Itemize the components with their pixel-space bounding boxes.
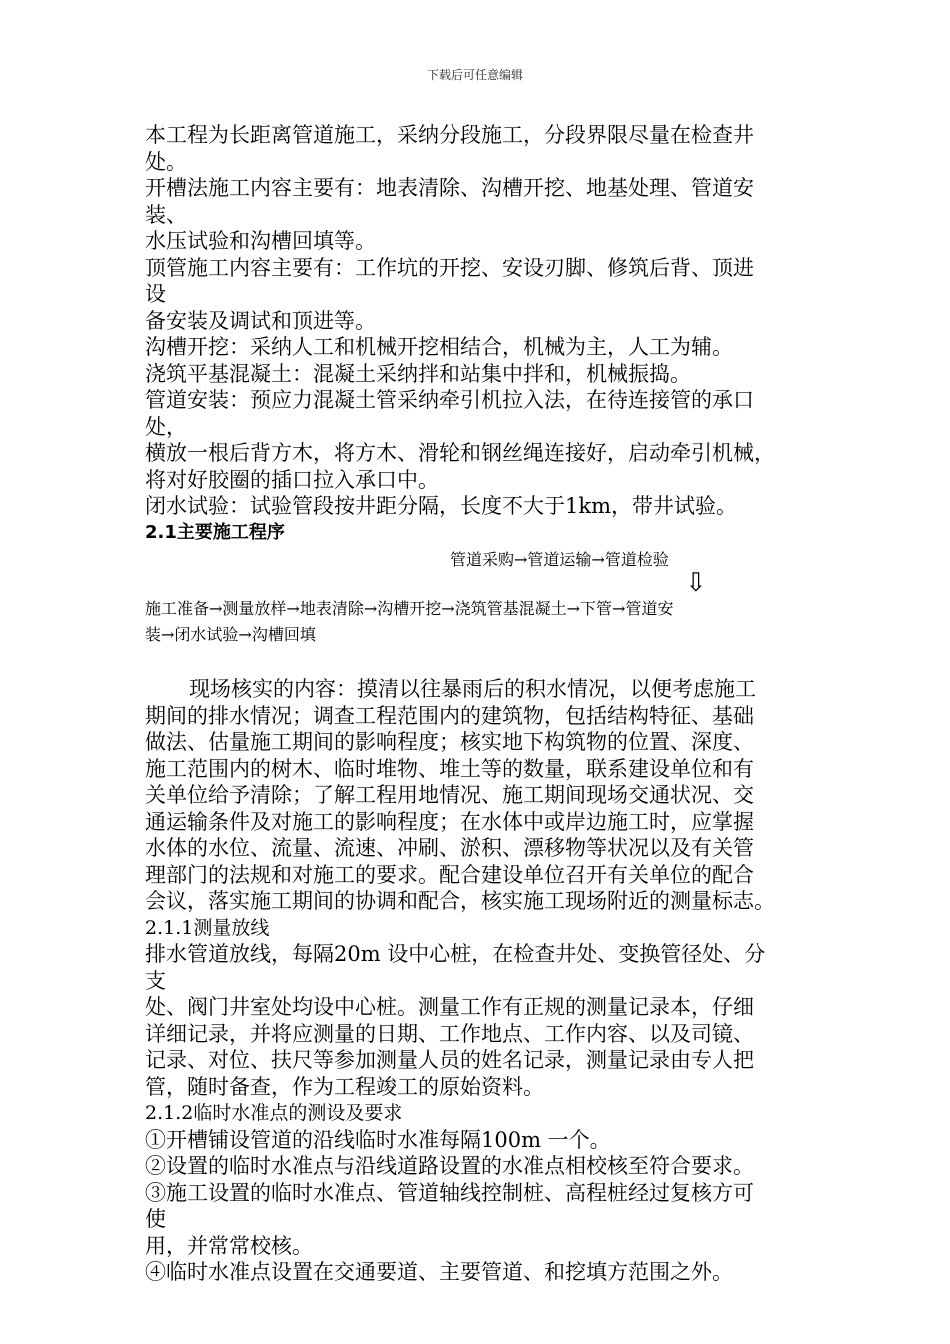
- benchmark-line: ④临时水准点设置在交通要道、主要管道、和挖填方范围之外。: [145, 1260, 733, 1284]
- benchmark-line: 使: [145, 1207, 166, 1231]
- site-check-line: 现场核实的内容：摸清以往暴雨后的积水情况，以便考虑施工: [189, 677, 756, 701]
- intro-line: 本工程为长距离管道施工，采纳分段施工，分段界限尽量在检查井: [145, 123, 754, 147]
- site-check-line: 水体的水位、流量、流速、冲刷、淤积、漂移物等状况以及有关管: [145, 836, 754, 860]
- site-check-line: 施工范围内的树木、临时堆物、堆土等的数量，联系建设单位和有: [145, 756, 754, 781]
- flow-chart-main-line: 施工准备→测量放样→地表清除→沟槽开挖→浇筑管基混凝土→下管→管道安: [145, 599, 674, 618]
- intro-line: 水压试验和沟槽回填等。: [145, 229, 376, 253]
- survey-line: 管，随时备查，作为工程竣工的原始资料。: [145, 1074, 544, 1099]
- benchmark-line: 用，并常常校核。: [145, 1233, 313, 1258]
- site-check-line: 通运输条件及对施工的影响程度；在水体中或岸边施工时，应掌握: [145, 809, 754, 834]
- section-heading-2-1-1: 2.1.1测量放线: [145, 916, 270, 939]
- down-arrow-icon: ⇩: [685, 568, 707, 598]
- intro-line: 装、: [145, 202, 187, 227]
- survey-line: 处、阀门井室处均设中心桩。测量工作有正规的测量记录本，仔细: [145, 995, 754, 1019]
- paragraph-spacer: [145, 648, 810, 676]
- intro-line: 将对好胶圈的插口拉入承口中。: [145, 467, 439, 492]
- survey-line: 支: [145, 968, 166, 993]
- document-body: [145, 122, 810, 1286]
- intro-line: 浇筑平基混凝土：混凝土采纳拌和站集中拌和，机械振捣。: [145, 361, 691, 386]
- benchmark-line: ③施工设置的临时水准点、管道轴线控制桩、高程桩经过复核方可: [145, 1180, 754, 1205]
- section-heading-2-1: 2.1主要施工程序: [145, 521, 285, 543]
- flow-chart-top-line: 管道采购→管道运输→管道检验: [450, 550, 669, 569]
- page-header: 下载后可任意编辑: [426, 68, 523, 82]
- survey-line: 详细记录，并将应测量的日期、工作地点、工作内容、以及司镜、: [145, 1021, 754, 1046]
- survey-line: 排水管道放线，每隔20m 设中心桩，在检查井处、变换管径处、分: [145, 942, 766, 966]
- benchmark-line: ②设置的临时水准点与沿线道路设置的水准点相校核至符合要求。: [145, 1154, 754, 1178]
- benchmark-line: ①开槽铺设管道的沿线临时水准每隔100m 一个。: [145, 1127, 611, 1152]
- survey-line: 记录、对位、扶尺等参加测量人员的姓名记录，测量记录由专人把: [145, 1048, 754, 1072]
- intro-line: 闭水试验：试验管段按井距分隔，长度不大于1km，带井试验。: [145, 494, 737, 518]
- intro-line: 设: [145, 282, 166, 306]
- intro-line: 处，: [145, 414, 187, 439]
- intro-line: 处。: [145, 149, 187, 174]
- intro-line: 沟槽开挖：采纳人工和机械开挖相结合，机械为主，人工为辅。: [145, 335, 733, 359]
- site-check-line: 会议，落实施工期间的协调和配合，核实施工现场附近的测量标志。: [145, 889, 775, 913]
- intro-line: 管道安装：预应力混凝土管采纳牵引机拉入法，在待连接管的承口: [145, 388, 754, 412]
- site-check-line: 理部门的法规和对施工的要求。配合建设单位召开有关单位的配合: [145, 862, 754, 887]
- intro-line: 开槽法施工内容主要有：地表清除、沟槽开挖、地基处理、管道安: [145, 176, 754, 200]
- site-check-line: 期间的排水情况；调查工程范围内的建筑物，包括结构特征、基础: [145, 703, 754, 728]
- site-check-line: 做法、估量施工期间的影响程度；核实地下构筑物的位置、深度、: [145, 730, 754, 754]
- intro-line: 顶管施工内容主要有：工作坑的开挖、安设刃脚、修筑后背、顶进: [145, 255, 754, 280]
- site-check-line: 关单位给予清除；了解工程用地情况、施工期间现场交通状况、交: [145, 783, 754, 807]
- intro-line: 横放一根后背方木，将方木、滑轮和钢丝绳连接好，启动牵引机械，: [145, 441, 775, 465]
- flow-chart-main-line-continued: 装→闭水试验→沟槽回填: [145, 625, 316, 644]
- section-heading-2-1-2: 2.1.2临时水准点的测设及要求: [145, 1102, 403, 1124]
- intro-line: 备安装及调试和顶进等。: [145, 308, 376, 333]
